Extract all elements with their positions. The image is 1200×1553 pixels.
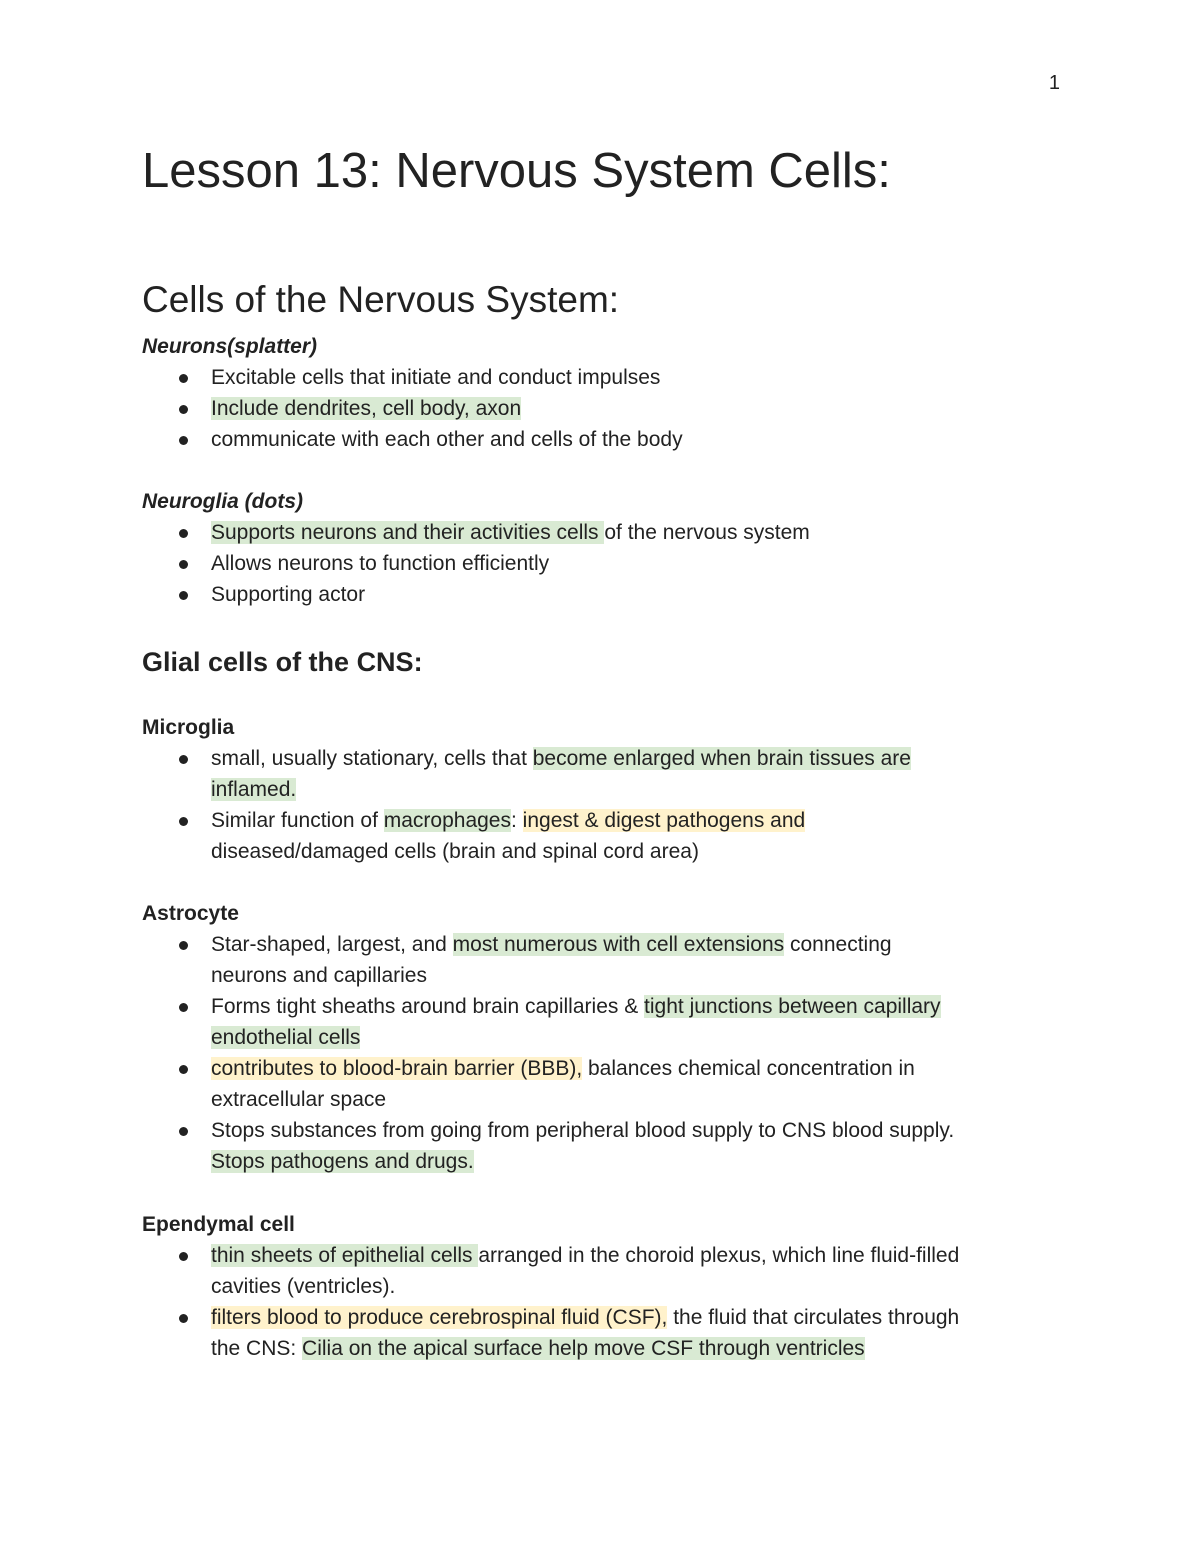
bullet-icon xyxy=(179,1252,188,1261)
list-item-text: neurons and capillaries xyxy=(211,964,427,987)
highlighted-text: contributes to blood-brain barrier (BBB), xyxy=(211,1057,583,1080)
list-item-text: Stops substances from going from peripheral blood supply to CNS blood supply. xyxy=(211,1119,955,1142)
list-item xyxy=(142,517,1062,548)
list-item-text: : xyxy=(511,809,523,832)
highlighted-text: Cilia on the apical surface help move CSF through ventricles xyxy=(302,1337,865,1360)
astrocyte-label: Astrocyte xyxy=(142,902,239,925)
highlighted-text: most numerous with cell extensions xyxy=(452,933,785,956)
highlighted-text: thin sheets of epithelial cells xyxy=(211,1244,479,1267)
list-item-text: Star-shaped, largest, and xyxy=(211,933,453,956)
list-item xyxy=(142,805,1062,867)
list-item xyxy=(142,1302,1062,1364)
bullet-icon xyxy=(179,817,188,826)
bullet-icon xyxy=(179,529,188,538)
highlighted-text: tight junctions between capillary xyxy=(644,995,941,1018)
ependymal-list xyxy=(142,1240,1062,1364)
list-item-text: Excitable cells that initiate and conduct impulses xyxy=(211,366,661,389)
list-item-text: Allows neurons to function efficiently xyxy=(211,552,550,575)
list-item-text: connecting xyxy=(784,933,892,956)
list-item xyxy=(142,424,1062,455)
list-item-text: extracellular space xyxy=(211,1088,387,1111)
list-item xyxy=(142,929,1062,991)
list-item xyxy=(142,1240,1062,1302)
microglia-list xyxy=(142,743,1062,867)
list-item xyxy=(142,579,1062,610)
microglia-label: Microglia xyxy=(142,716,235,739)
list-item xyxy=(142,1115,1062,1177)
list-item-text: of the nervous system xyxy=(604,521,810,544)
bullet-icon xyxy=(179,941,188,950)
highlighted-text: ingest & digest pathogens and xyxy=(522,809,806,832)
list-item xyxy=(142,991,1062,1053)
glial-heading: Glial cells of the CNS: xyxy=(142,647,423,677)
neuroglia-list xyxy=(142,517,1062,610)
list-item-text: Similar function of xyxy=(211,809,384,832)
list-item-text: arranged in the choroid plexus, which line fluid-filled xyxy=(478,1244,960,1267)
bullet-icon xyxy=(179,1127,188,1136)
bullet-icon xyxy=(179,1314,188,1323)
list-item-text: the fluid that circulates through xyxy=(667,1306,960,1329)
astrocyte-list xyxy=(142,929,1062,1177)
highlighted-text: endothelial cells xyxy=(211,1026,361,1049)
highlighted-text: macrophages xyxy=(383,809,511,832)
highlighted-text: Include dendrites, cell body, axon xyxy=(211,397,522,420)
highlighted-text: become enlarged when brain tissues are xyxy=(532,747,911,770)
list-item-text: small, usually stationary, cells that xyxy=(211,747,533,770)
bullet-icon xyxy=(179,560,188,569)
list-item-text: cavities (ventricles). xyxy=(211,1275,396,1298)
highlighted-text: filters blood to produce cerebrospinal fluid (CSF), xyxy=(211,1306,668,1329)
list-item-text: balances chemical concentration in xyxy=(582,1057,915,1080)
list-item-text: Supporting actor xyxy=(211,583,366,606)
highlighted-text: Stops pathogens and drugs. xyxy=(211,1150,474,1173)
list-item-text: the CNS: xyxy=(211,1337,303,1360)
section-heading: Cells of the Nervous System: xyxy=(142,279,620,320)
neurons-list xyxy=(142,362,1062,455)
list-item-text: communicate with each other and cells of the body xyxy=(211,428,683,451)
bullet-icon xyxy=(179,436,188,445)
list-item-text: Forms tight sheaths around brain capillaries & xyxy=(211,995,645,1018)
list-item xyxy=(142,362,1062,393)
list-item xyxy=(142,393,1062,424)
highlighted-text: Supports neurons and their activities cells xyxy=(211,521,605,544)
list-item-text: diseased/damaged cells (brain and spinal cord area) xyxy=(211,840,699,863)
neuroglia-label: Neuroglia (dots) xyxy=(142,490,303,513)
bullet-icon xyxy=(179,1065,188,1074)
bullet-icon xyxy=(179,591,188,600)
bullet-icon xyxy=(179,755,188,764)
bullet-icon xyxy=(179,374,188,383)
bullet-icon xyxy=(179,1003,188,1012)
highlighted-text: inflamed. xyxy=(211,778,297,801)
bullet-icon xyxy=(179,405,188,414)
list-item xyxy=(142,548,1062,579)
neurons-label: Neurons(splatter) xyxy=(142,335,318,358)
page-title: Lesson 13: Nervous System Cells: xyxy=(142,144,891,198)
list-item xyxy=(142,743,1062,805)
ependymal-label: Ependymal cell xyxy=(142,1213,295,1236)
page-number: 1 xyxy=(1048,72,1060,94)
list-item xyxy=(142,1053,1062,1115)
